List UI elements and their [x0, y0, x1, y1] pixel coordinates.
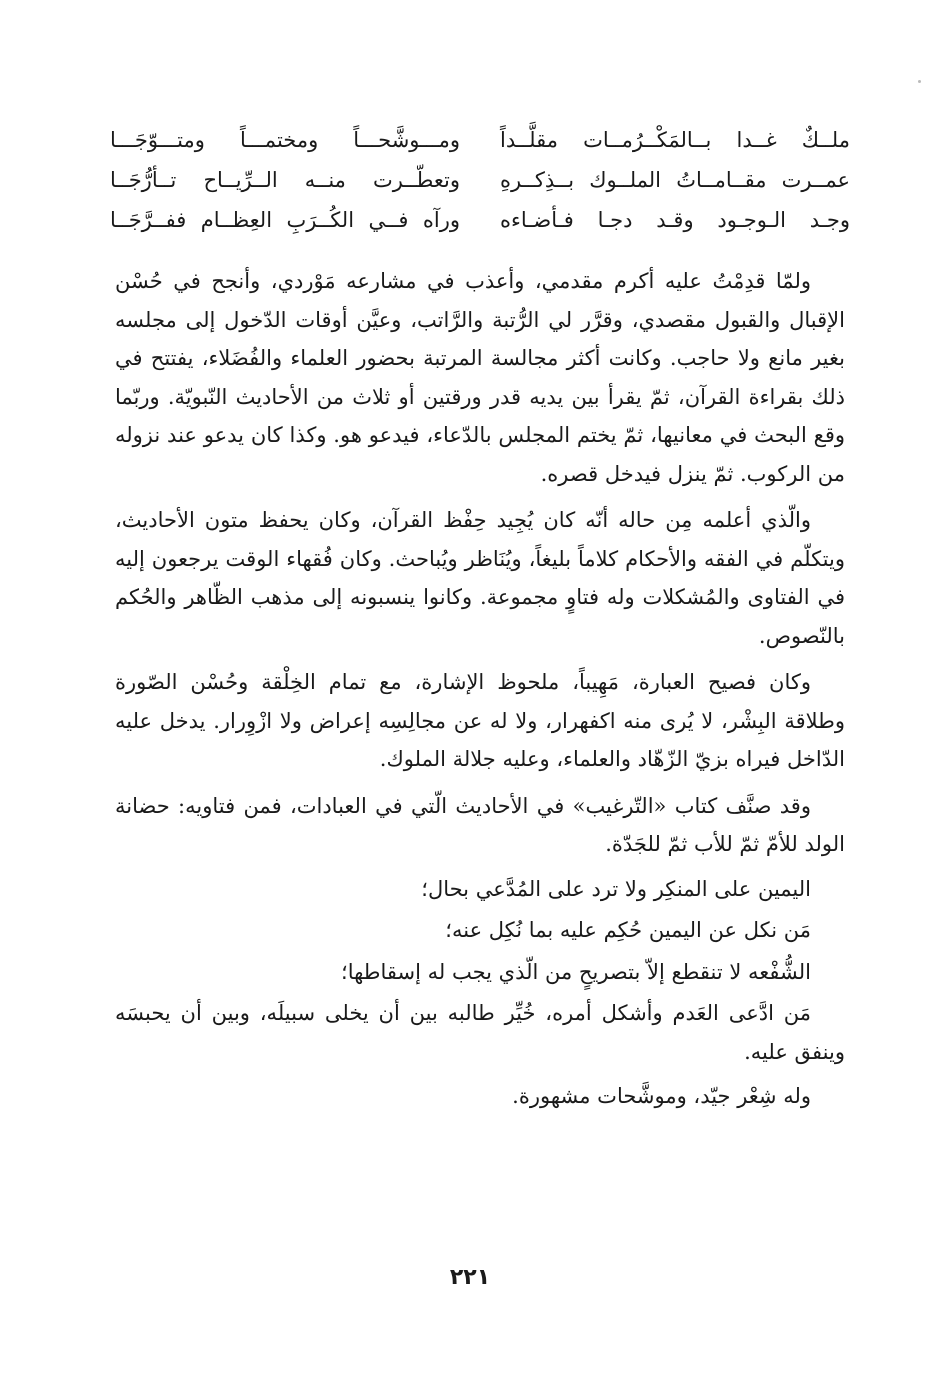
fatwa-item: مَن ادَّعى العَدم وأشكل أمره، خُيِّر طالبه بين أن يخلى سبيلَه، وبين أن يحبسَه وينفق عليه.	[115, 1001, 845, 1064]
paragraph: ولمّا قدِمْتُ عليه أكرم مقدمي، وأعذب في مشارعه مَوْردي، وأنجح في حُسْن الإقبال والقبول مقصدي، وقرَّر لي الرُّتبة والرَّاتب، وعيَّن أوقات الدّخول إلى مجلسه بغير مانع ولا حاجب. وكانت أكثر مجالسة المرتبة بحضور العلماء والفُضَلاء، يفتتح في ذلك بقراءة القرآن، ثمّ يقرأ بين يديه قدر ورقتين أو ثلاث من الأحاديث النّبويّة. وربّما وقع البحث في معانيها، ثمّ يختم المجلس بالدّعاء، فيدعو هو. وكذا كان يدعو عند نزوله من الركوب. ثمّ ينزل فيدخل قصره.	[115, 269, 845, 486]
fatwa-item: الشُّفْعه لا تنقطع إلاّ بتصريحٍ من الّذي يجب له إسقاطها؛	[341, 959, 811, 984]
paragraph: وقد صنَّف كتاب «التّرغيب» في الأحاديث الّتي في العبادات، فمن فتاويه: حضانة الولد للأمّ ثمّ للأب ثمّ للجَدّة.	[115, 793, 845, 856]
poem-block	[110, 120, 850, 240]
closing-line: وله شِعْر جيّد، وموشَّحات مشهورة.	[512, 1084, 811, 1108]
fatwa-item: اليمين على المنكِر ولا ترد على المُدَّعي بحال؛	[421, 876, 811, 901]
verse-first-hemistich: عمــرت مقــامــاتُ الملــوك بــذِكــرهِ	[500, 168, 850, 192]
verse-row	[110, 160, 850, 200]
page-number: ٢٢١	[449, 1265, 491, 1290]
body-text	[115, 262, 845, 1116]
verse-second-hemistich: ومـــوشَّحـــاً ومختمـــاً ومتـــوّجَـــا	[110, 128, 460, 152]
fatwa-list	[115, 870, 845, 1072]
verse-first-hemistich: ملــكٌ غــدا بــالمَكْــرُمــات مقلَّــداً	[500, 128, 850, 152]
fatwa-item: مَن نكل عن اليمين حُكِم عليه بما نُكِل عنه؛	[445, 918, 811, 942]
verse-second-hemistich: وتعطّــرت منــه الــرِّيــاح تــأرُّجَــا	[110, 168, 460, 192]
paragraph: والّذي أعلمه مِن حاله أنّه كان يُجِيد حِفْظ القرآن، وكان يحفظ متون الأحاديث، ويتكلّم في الفقه والأحكام كلاماً بليغاً، ويُنَاظر ويُباحث. وكان فُقهاء الوقت يرجعون إليه في الفتاوى والمُشكلات وله فتاوٍ مجموعة. وكانوا ينسبونه إلى مذهب الظّاهر والحُكم بالنّصوص.	[115, 508, 845, 648]
page-speck	[918, 80, 921, 83]
verse-first-hemistich: وجـد الـوجـود وقـد دجـا فـأضـاءه	[500, 208, 850, 232]
verse-row	[110, 200, 850, 240]
verse-second-hemistich: ورآه فــي الكُــرَبِ العِظــام ففــرَّجَــا	[110, 208, 460, 232]
verse-row	[110, 120, 850, 160]
paragraph: وكان فصيح العبارة، مَهِيباً، ملحوظ الإشارة، مع تمام الخِلْقة وحُسْن الصّورة وطلاقة البِشْر، لا يُرى منه اكفهرار، ولا له عن مجالِسِه إعراض ولا ازْوِرار. يدخل عليه الدّاخل فيراه بزيّ الزّهّاد والعلماء، وعليه جلالة الملوك.	[115, 670, 845, 771]
